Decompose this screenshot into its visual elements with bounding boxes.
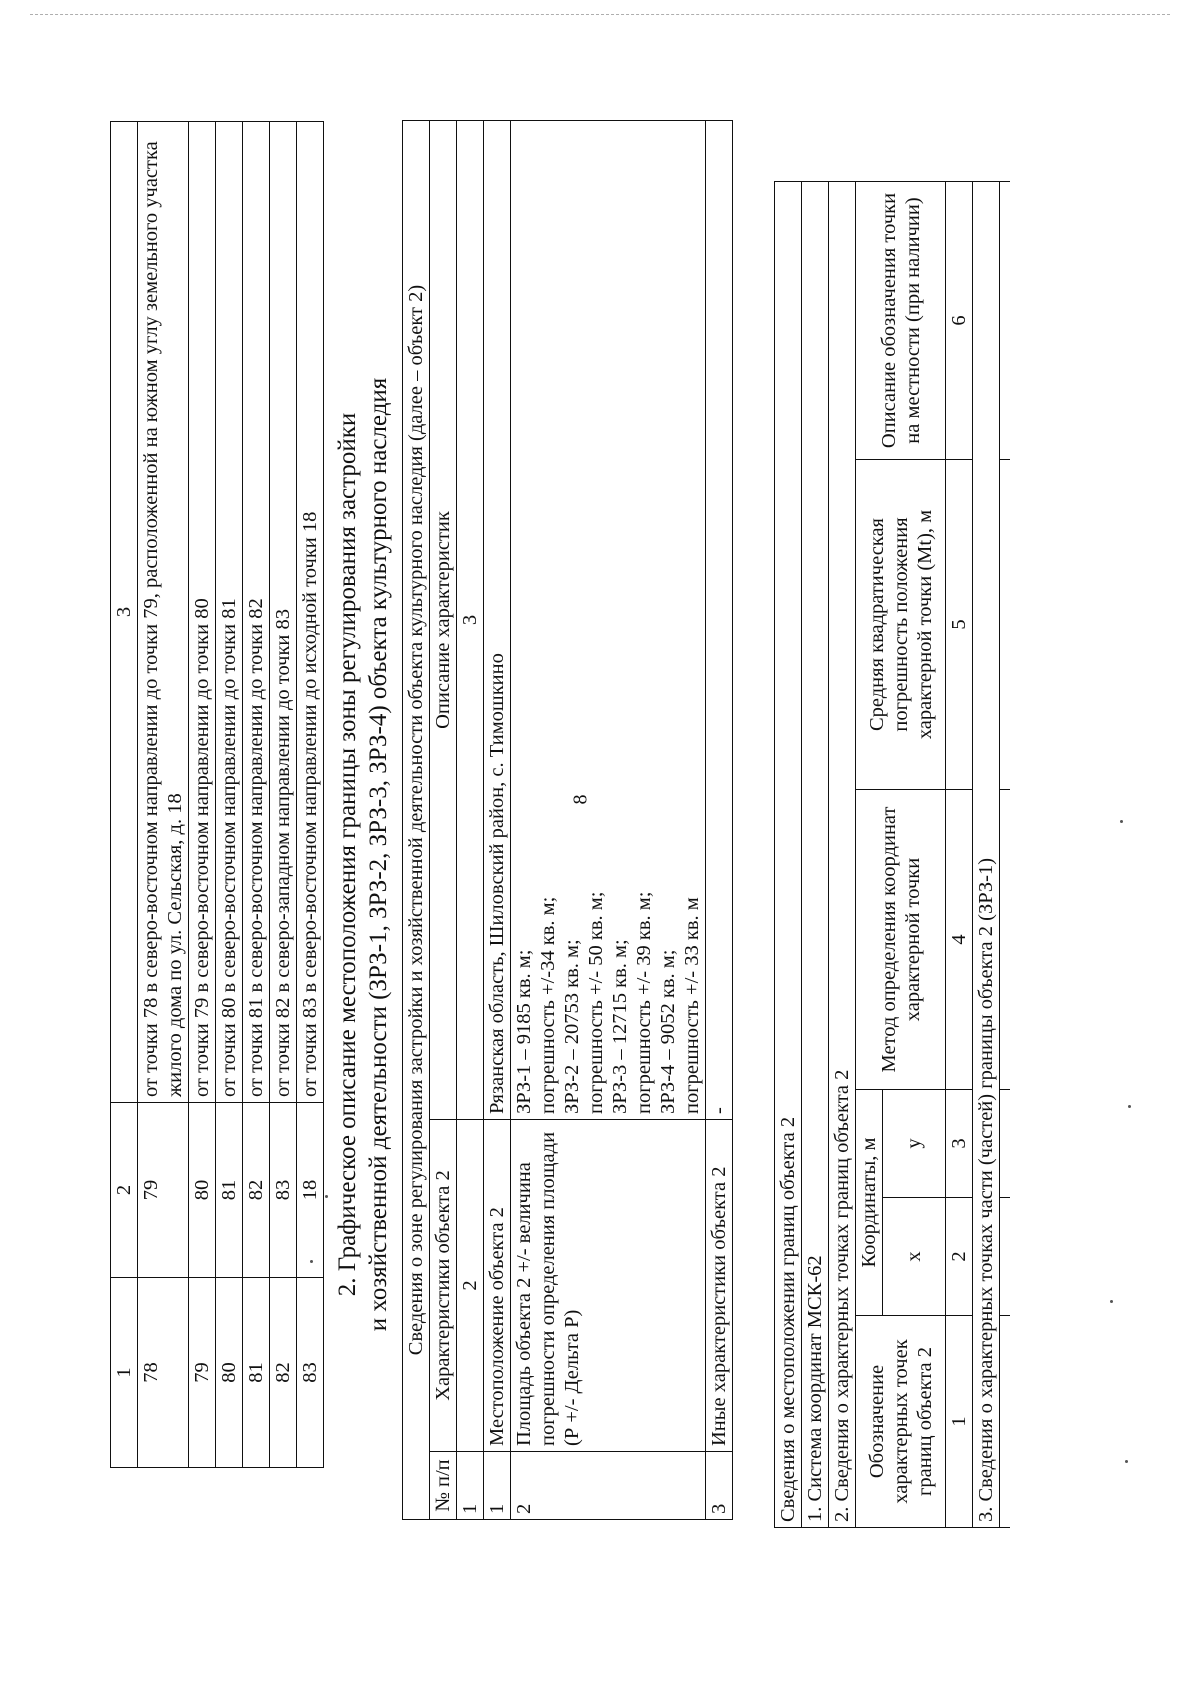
scan-speck xyxy=(1120,820,1123,823)
table-caption: Сведения о местоположении границ объекта 2 xyxy=(775,182,802,1528)
col-header-method: Метод определения координат характерной точки xyxy=(856,790,946,1090)
from-point: 82 xyxy=(270,1278,297,1468)
part-points-row xyxy=(973,182,1000,1528)
scan-speck xyxy=(1110,1300,1113,1303)
coordinate-system-row xyxy=(802,182,829,1528)
table-row xyxy=(270,122,297,1468)
section-heading xyxy=(332,181,394,1528)
characteristic-description: - xyxy=(706,121,733,1120)
points-info-row xyxy=(829,182,856,1528)
row-number: 1 xyxy=(484,1452,511,1520)
col-number: 1 xyxy=(111,1278,138,1468)
to-point: 83 xyxy=(270,1103,297,1278)
col-header-coordinates: Координаты, м xyxy=(856,1090,883,1316)
part-points-caption: 3. Сведения о характерных точках части (частей) границы объекта 2 (ЗРЗ-1) xyxy=(973,182,1000,1528)
direction-description: от точки 82 в северо-западном направлении до точки 83 xyxy=(270,122,297,1103)
to-point: 18 xyxy=(297,1103,324,1278)
table-header-row xyxy=(111,122,138,1468)
scan-edge-line xyxy=(30,14,1170,15)
from-point: 80 xyxy=(216,1278,243,1468)
col-header-rms-error: Средняя квадратическая погрешность положения характерной точки (Mt), м xyxy=(856,460,946,790)
empty-cell xyxy=(1000,1316,1011,1528)
from-point: 83 xyxy=(297,1278,324,1468)
table-row xyxy=(297,122,324,1468)
col-number: 2 xyxy=(111,1103,138,1278)
col-header-x: х xyxy=(883,1198,946,1316)
characteristic-name: Площадь объекта 2 +/- величина погрешности определения площади (Р +/- Дельта Р) xyxy=(511,1120,706,1452)
table-row xyxy=(511,121,706,1520)
col-number: 6 xyxy=(946,182,973,460)
to-point: 82 xyxy=(243,1103,270,1278)
from-point: 81 xyxy=(243,1278,270,1468)
col-header-point-description: Описание обозначения точки на местности (при наличии) xyxy=(856,182,946,460)
col-number: 4 xyxy=(946,790,973,1090)
empty-cell xyxy=(1000,1198,1011,1316)
characteristic-name: Местоположение объекта 2 xyxy=(484,1120,511,1452)
scan-speck xyxy=(325,1195,328,1198)
section-title-line-2: и хозяйственной деятельности (ЗРЗ-1, ЗРЗ-2, ЗРЗ-3, ЗРЗ-4) объекта культурного наследия xyxy=(365,377,392,1332)
table-row xyxy=(484,121,511,1520)
empty-row xyxy=(1000,182,1011,1528)
col-header-description: Описание характеристик xyxy=(430,121,457,1120)
table-caption: Сведения о зоне регулирования застройки и хозяйственной деятельности объекта культурного наследия (далее – объект 2) xyxy=(403,121,430,1520)
table-header-row xyxy=(856,182,883,1528)
empty-cell xyxy=(1000,460,1011,790)
scan-speck xyxy=(1128,1105,1131,1108)
to-point: 81 xyxy=(216,1103,243,1278)
from-point: 79 xyxy=(189,1278,216,1468)
scan-speck xyxy=(1125,1460,1128,1463)
direction-description: от точки 78 в северо-восточном направлении до точки 79, расположенной на южном углу земельного участка жилого дома по ул. Сельская, д. 18 xyxy=(138,122,189,1103)
empty-cell xyxy=(1000,1090,1011,1198)
col-header-number: № п/п xyxy=(430,1452,457,1520)
empty-cell xyxy=(1000,182,1011,460)
boundary-description-table xyxy=(110,121,324,1468)
section-title-line-1: 2. Графическое описание местоположения границы зоны регулирования застройки xyxy=(334,412,361,1297)
col-number: 3 xyxy=(946,1090,973,1198)
row-number: 2 xyxy=(511,1452,706,1520)
col-header-y: у xyxy=(883,1090,946,1198)
direction-description: от точки 81 в северо-восточном направлении до точки 82 xyxy=(243,122,270,1103)
to-point: 80 xyxy=(189,1103,216,1278)
col-number: 1 xyxy=(946,1316,973,1528)
direction-description: от точки 83 в северо-восточном направлении до исходной точки 18 xyxy=(297,122,324,1103)
scan-speck xyxy=(310,1260,313,1263)
table-row xyxy=(138,122,189,1468)
row-number: 3 xyxy=(706,1452,733,1520)
table-row xyxy=(243,122,270,1468)
table-row xyxy=(706,121,733,1520)
col-header-designation: Обозначение характерных точек границ объекта 2 xyxy=(856,1316,946,1528)
column-number-row xyxy=(457,121,484,1520)
col-number: 2 xyxy=(946,1198,973,1316)
boundary-location-table xyxy=(774,181,1010,1528)
from-point: 78 xyxy=(138,1278,189,1468)
coordinate-system: 1. Система координат МСК-62 xyxy=(802,182,829,1528)
direction-description: от точки 79 в северо-восточном направлении до точки 80 xyxy=(189,122,216,1103)
col-number: 5 xyxy=(946,460,973,790)
col-header-characteristics: Характеристики объекта 2 xyxy=(430,1120,457,1452)
table-caption-row xyxy=(403,121,430,1520)
col-number: 3 xyxy=(111,122,138,1103)
empty-cell xyxy=(1000,790,1011,1090)
table-row xyxy=(216,122,243,1468)
table-caption-row xyxy=(775,182,802,1528)
column-number-row xyxy=(946,182,973,1528)
col-number: 2 xyxy=(457,1120,484,1452)
object-characteristics-table xyxy=(402,120,733,1520)
points-info-caption: 2. Сведения о характерных точках границ объекта 2 xyxy=(829,182,856,1528)
page-number: 8 xyxy=(569,794,592,805)
rotated-page-content xyxy=(80,68,1120,1628)
col-number: 1 xyxy=(457,1452,484,1520)
table-row xyxy=(189,122,216,1468)
characteristic-description: Рязанская область, Шиловский район, с. Тимошкино xyxy=(484,121,511,1120)
characteristic-name: Иные характеристики объекта 2 xyxy=(706,1120,733,1452)
characteristic-description: ЗРЗ-1 – 9185 кв. м; погрешность +/-34 кв. м; ЗРЗ-2 – 20753 кв. м; погрешность +/- 50 кв. м; ЗРЗ-3 – 12715 кв. м; погрешность +/- 39 кв. м; ЗРЗ-4 – 9052 кв. м; погрешность +/- 33 кв. м xyxy=(511,121,706,1120)
col-number: 3 xyxy=(457,121,484,1120)
table-header-row xyxy=(430,121,457,1520)
to-point: 79 xyxy=(138,1103,189,1278)
direction-description: от точки 80 в северо-восточном направлении до точки 81 xyxy=(216,122,243,1103)
